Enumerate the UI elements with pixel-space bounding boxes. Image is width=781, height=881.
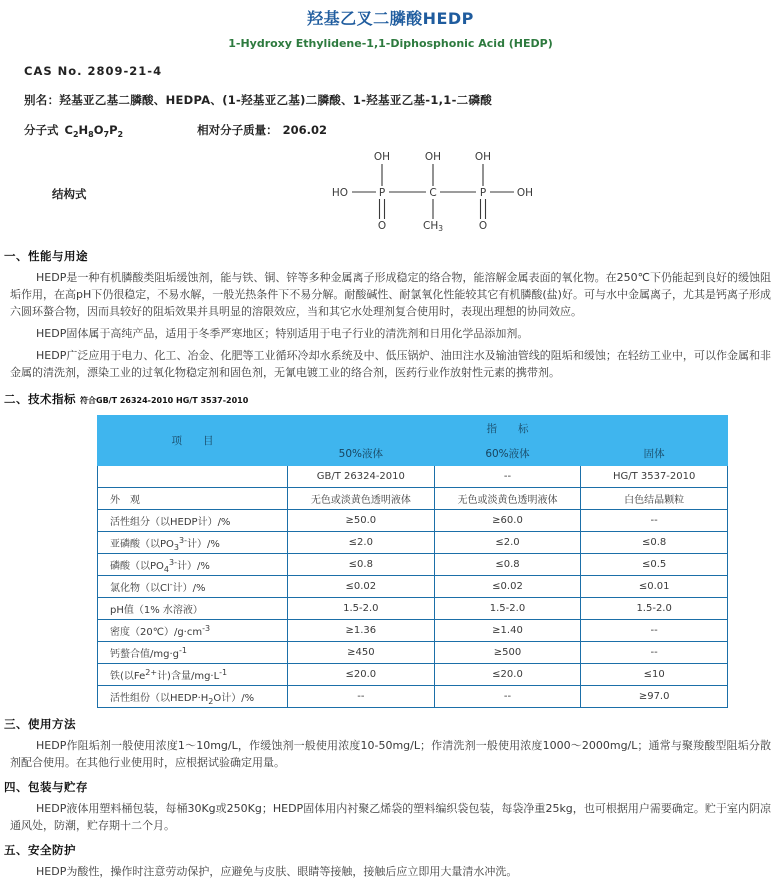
- table-cell-row-label: 亚磷酸（以$PO_3^{3-}$计）/%: [98, 532, 288, 554]
- section-heading-specifications: [4, 391, 781, 407]
- standards-reference: 符合GB/T 26324-2010 HG/T 3537-2010: [80, 396, 249, 406]
- formula-value: $C_2H_8O_7P_2$: [64, 123, 124, 139]
- table-cell-row-label: 活性组份（以$HEDP\cdot H_2O$计）/%: [98, 686, 288, 708]
- atom-label-c-center: C: [429, 187, 437, 199]
- paragraph-usage: HEDP作阻垢剂一般使用浓度1～10mg/L，作缓蚀剂一般使用浓度10-50mg/L；作清洗剂一般使用浓度1000～2000mg/L；通常与聚羧酸型阻垢分散剂配合使用。在其他行业使用时，应根据试验确定用量。: [10, 739, 771, 770]
- paragraph-safety: HEDP为酸性，操作时注意劳动保护，应避免与皮肤、眼睛等接触，接触后应立即用大量清水冲洗。: [36, 865, 518, 879]
- formula-label: 分子式: [24, 123, 59, 137]
- table-body: [98, 466, 728, 708]
- table-cell-50-liquid: 无色或淡黄色透明液体: [288, 488, 435, 510]
- table-row: [98, 532, 728, 554]
- atom-label-oh-top-mid: OH: [424, 151, 442, 163]
- table-cell-row-label: 外 观: [98, 488, 288, 510]
- structure-label: 结构式: [52, 187, 87, 201]
- table-cell-60-liquid: --: [434, 466, 581, 488]
- paragraph-packaging: HEDP液体用塑料桶包装，每桶30Kg或250Kg；HEDP固体用内衬聚乙烯袋的塑料编织袋包装，每袋净重25kg，也可根据用户需要确定。贮于室内阴凉通风处，防潮，贮存期十二个月。: [10, 802, 771, 833]
- atom-label-p-right: P: [479, 187, 487, 199]
- page-title: 羟基乙叉二膦酸HEDP: [307, 9, 474, 28]
- atom-label-ho-left: HO: [331, 187, 349, 199]
- atom-label-o-bottom-left: O: [377, 220, 387, 232]
- table-cell-60-liquid: ≤0.8: [434, 554, 581, 576]
- table-cell-60-liquid: 无色或淡黄色透明液体: [434, 488, 581, 510]
- paragraph-performance-1: HEDP是一种有机膦酸类阻垢缓蚀剂，能与铁、铜、锌等多种金属离子形成稳定的络合物，能溶解金属表面的氧化物。在250℃下仍能起到良好的缓蚀阻垢作用，在高pH下仍很稳定，不易水解，一般光热条件下不易分解。耐酸碱性、耐氯氧化性能较其它有机膦酸(盐)好。可与水中金属离子，尤其是钙离子形成六圆环螯合物，因而具较好的阻垢效果并具明显的溶限效应，当和其它水处理剂复合使用时，表现出理想的协同效应。: [10, 271, 771, 319]
- col-header-indicator-group: 指 标: [288, 416, 728, 441]
- table-row: [98, 664, 728, 686]
- table-cell-50-liquid: ≥50.0: [288, 510, 435, 532]
- table-cell-solid: 1.5-2.0: [581, 598, 728, 620]
- table-row: [98, 642, 728, 664]
- table-cell-solid: ≤0.8: [581, 532, 728, 554]
- table-cell-60-liquid: ≤20.0: [434, 664, 581, 686]
- table-cell-row-label: pH值（1% 水溶液）: [98, 598, 288, 620]
- table-cell-row-label: 活性组分（以HEDP计）/%: [98, 510, 288, 532]
- col-header-solid: 固体: [581, 441, 728, 466]
- section-heading-packaging: 四、包装与贮存: [4, 780, 88, 795]
- table-cell-50-liquid: --: [288, 686, 435, 708]
- table-row: [98, 620, 728, 642]
- page-subtitle: 1-Hydroxy Ethylidene-1,1-Diphosphonic Acid (HEDP): [228, 37, 553, 50]
- table-row: [98, 466, 728, 488]
- table-cell-solid: --: [581, 510, 728, 532]
- table-cell-solid: --: [581, 642, 728, 664]
- table-cell-50-liquid: ≥450: [288, 642, 435, 664]
- table-cell-60-liquid: ≤0.02: [434, 576, 581, 598]
- section-heading-usage: 三、使用方法: [4, 717, 76, 732]
- structure-block: [0, 146, 781, 238]
- table-row: [98, 488, 728, 510]
- table-cell-50-liquid: ≤0.02: [288, 576, 435, 598]
- alias-line: 别名：羟基亚乙基二膦酸、HEDPA、(1-羟基亚乙基)二膦酸、1-羟基亚乙基-1,1-二磷酸: [24, 93, 493, 107]
- table-cell-solid: ≤10: [581, 664, 728, 686]
- table-cell-50-liquid: ≥1.36: [288, 620, 435, 642]
- atom-label-oh-top-left: OH: [373, 151, 391, 163]
- atom-label-p-left: P: [378, 187, 386, 199]
- table-row: [98, 510, 728, 532]
- table-cell-solid: HG/T 3537-2010: [581, 466, 728, 488]
- formula-row: [24, 122, 781, 138]
- cas-number: CAS No. 2809-21-4: [24, 64, 163, 78]
- col-header-50-liquid: 50%液体: [288, 441, 435, 466]
- atom-label-oh-top-right: OH: [474, 151, 492, 163]
- table-cell-60-liquid: ≥1.40: [434, 620, 581, 642]
- atom-label-oh-right: OH: [516, 187, 534, 199]
- col-header-60-liquid: 60%液体: [434, 441, 581, 466]
- table-head: [98, 416, 728, 466]
- section-heading-safety: 五、安全防护: [4, 843, 76, 858]
- table-cell-solid: ≥97.0: [581, 686, 728, 708]
- table-cell-60-liquid: --: [434, 686, 581, 708]
- table-cell-row-label: 磷酸（以$PO_4^{3-}$计）/%: [98, 554, 288, 576]
- chemical-structure-diagram: [318, 146, 548, 238]
- table-cell-60-liquid: ≥60.0: [434, 510, 581, 532]
- paragraph-performance-3: HEDP广泛应用于电力、化工、冶金、化肥等工业循环冷却水系统及中、低压锅炉、油田注水及输油管线的阻垢和缓蚀；在轻纺工业中，可以作金属和非金属的清洗剂，漂染工业的过氧化物稳定剂和固色剂，无氰电镀工业的络合剂，医药行业作放射性元素的携带剂。: [10, 349, 771, 380]
- molecular-weight-value: 206.02: [282, 123, 327, 137]
- atom-label-ch3: CH3: [422, 220, 444, 233]
- col-header-item: 项 目: [98, 416, 288, 466]
- table-cell-50-liquid: 1.5-2.0: [288, 598, 435, 620]
- table-cell-row-label: 钙螯合值$/mg\cdot g^{-1}$: [98, 642, 288, 664]
- table-cell-row-label: 氯化物（以Cl-计）/%: [98, 576, 288, 598]
- section-heading-specifications-text: 二、技术指标: [4, 392, 76, 407]
- table-cell-solid: --: [581, 620, 728, 642]
- table-cell-solid: 白色结晶颗粒: [581, 488, 728, 510]
- table-cell-row-label: 铁(以$Fe^{2+}$计)含量$/mg\cdot L^{-1}$: [98, 664, 288, 686]
- table-cell-60-liquid: 1.5-2.0: [434, 598, 581, 620]
- table-cell-row-label: 密度$(20℃)/g\cdot cm^{-3}$: [98, 620, 288, 642]
- table-cell-50-liquid: ≤2.0: [288, 532, 435, 554]
- table-cell-50-liquid: GB/T 26324-2010: [288, 466, 435, 488]
- table-cell-50-liquid: ≤0.8: [288, 554, 435, 576]
- specifications-table: [97, 415, 728, 708]
- atom-label-o-bottom-right: O: [478, 220, 488, 232]
- table-row: [98, 686, 728, 708]
- table-row: [98, 598, 728, 620]
- table-header-row-1: [98, 416, 728, 441]
- table-cell-solid: ≤0.5: [581, 554, 728, 576]
- table-cell-60-liquid: ≥500: [434, 642, 581, 664]
- molecular-weight-label: 相对分子质量：: [197, 123, 278, 137]
- product-datasheet-page: [0, 6, 781, 879]
- table-cell-60-liquid: ≤2.0: [434, 532, 581, 554]
- table-cell-50-liquid: ≤20.0: [288, 664, 435, 686]
- table-cell-solid: ≤0.01: [581, 576, 728, 598]
- table-cell-row-label: [98, 466, 288, 488]
- section-heading-performance: 一、性能与用途: [4, 249, 88, 263]
- table-row: [98, 554, 728, 576]
- paragraph-performance-2: HEDP固体属于高纯产品，适用于冬季严寒地区；特别适用于电子行业的清洗剂和日用化学品添加剂。: [36, 327, 529, 341]
- table-row: [98, 576, 728, 598]
